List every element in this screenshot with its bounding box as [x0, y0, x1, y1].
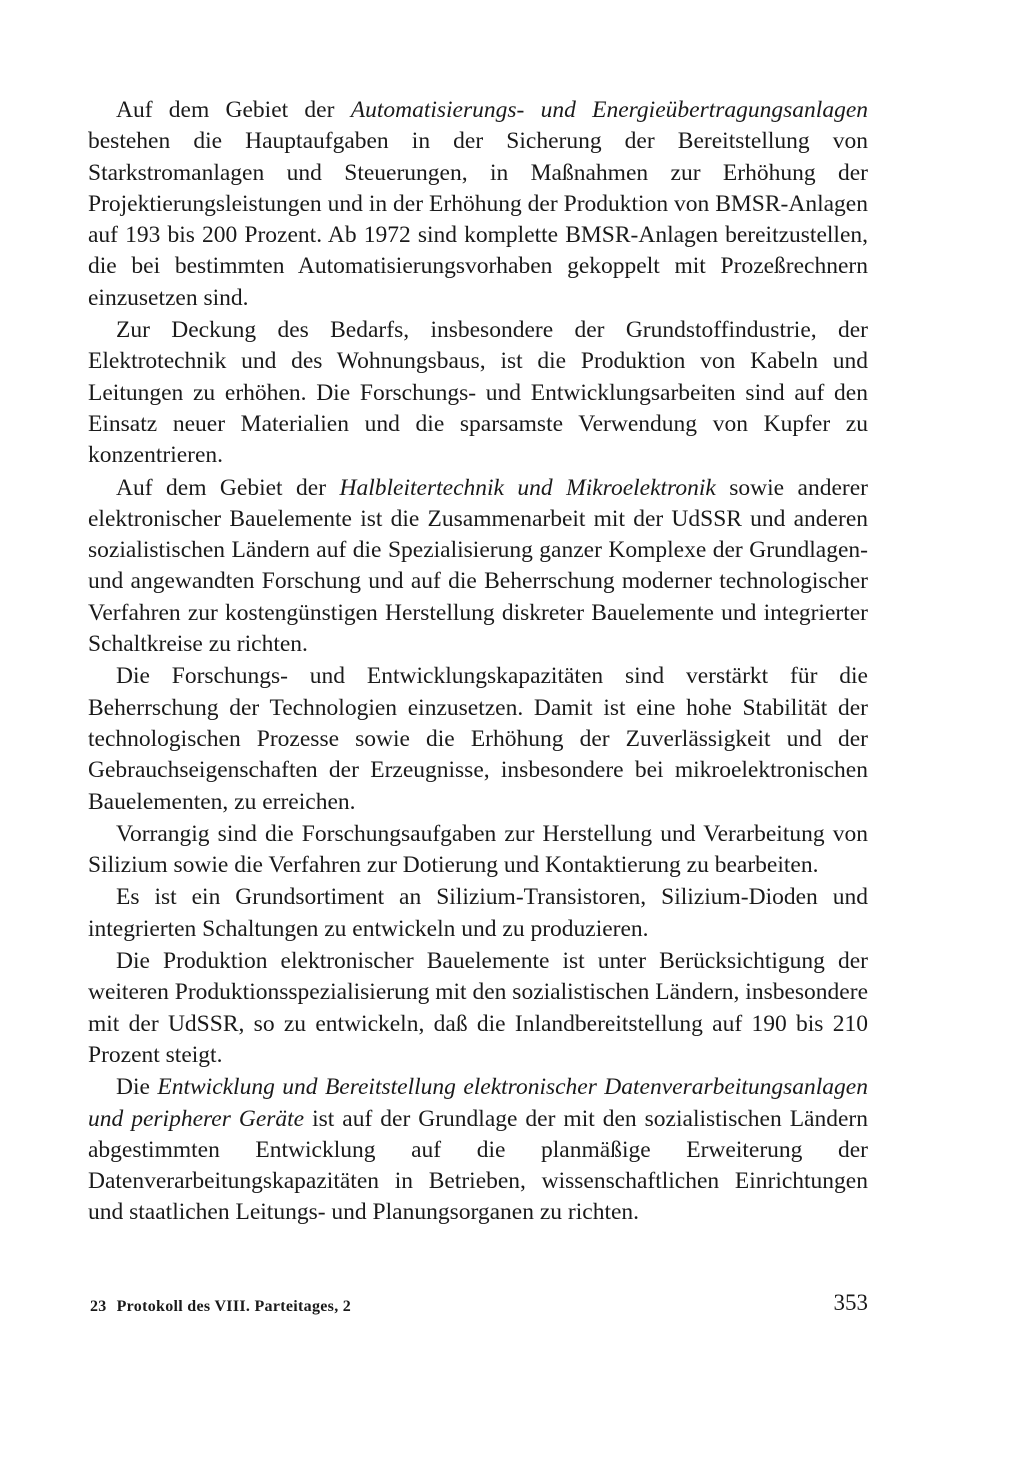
page-number: 353 — [833, 1290, 868, 1315]
text-run: Es ist ein Grundsortiment an Silizium-Transistoren, Silizium-Dioden und integrierten Schaltungen zu entwickeln und zu produzieren. — [88, 884, 868, 942]
paragraph — [88, 315, 868, 471]
footer-note — [90, 1298, 351, 1316]
page-footer — [88, 1290, 868, 1320]
emphasized-text: Automatisierungs- und Energieübertragungsanlagen — [350, 97, 869, 123]
paragraph — [88, 661, 868, 817]
body-text — [88, 95, 868, 1229]
paragraph — [88, 946, 868, 1071]
text-run: sowie anderer elektronischer Bauelemente ist die Zusammenarbeit mit der UdSSR und anderen sozialistischen Ländern auf die Spezialisierung ganzer Komplexe der Grundlagen- und angewandten Forschung und auf die Beherrschung moderner technologischer Verfahren zur kostengünstigen Herstellung diskreter Bauelemente und integrierter Schaltkreise zu richten. — [88, 474, 868, 658]
text-run: Die — [116, 1074, 158, 1101]
text-run: Vorrangig sind die Forschungsaufgaben zur Herstellung und Verarbeitung von Silizium sowie die Verfahren zur Dotierung und Kontaktierung zu bearbeiten. — [88, 820, 868, 879]
paragraph — [88, 473, 868, 661]
text-run: bestehen die Hauptaufgaben in der Sicherung der Bereitstellung von Starkstromanlagen und Steuerungen, in Maßnahmen zur Erhöhung der Projektierungsleistungen und in der Erhöhung der Produktion von BMSR-Anlagen auf 193 bis 200 Prozent. Ab 1972 sind komplette BMSR-Anlagen bereitzustellen, die bei bestimmten Automatisierungsvorhaben gekoppelt mit Prozeßrechnern einzusetzen sind. — [88, 128, 868, 311]
text-run: Die Produktion elektronischer Bauelemente ist unter Berücksichtigung der weiteren Produktionsspezialisierung mit den sozialistischen Ländern, insbesondere mit der UdSSR, so zu entwickeln, daß die Inlandbereitstellung auf 190 bis 210 Prozent steigt. — [88, 948, 868, 1068]
text-run: Auf dem Gebiet der — [116, 474, 340, 501]
text-run: Auf dem Gebiet der — [116, 97, 351, 123]
source-reference: Protokoll des VIII. Parteitages, 2 — [116, 1298, 352, 1315]
paragraph — [88, 882, 868, 945]
emphasized-text: Halbleitertechnik und Mikroelektronik — [339, 474, 716, 501]
text-run: Zur Deckung des Bedarfs, insbesondere der Grundstoffindustrie, der Elektrotechnik und des Wohnungsbaus, ist die Produktion von Kabeln und Leitungen zu erhöhen. Die Forschungs- und Entwicklungsarbeiten sind auf den Einsatz neuer Materialien und die sparsamste Verwendung von Kupfer zu konzentrieren. — [88, 317, 868, 469]
emphasized-text: Entwicklung und Bereitstellung elektronischer Datenverarbeitungsanlagen und peripherer Geräte — [88, 1074, 868, 1132]
signature-mark: 23 — [90, 1298, 107, 1315]
text-run: Die Forschungs- und Entwicklungskapazitäten sind verstärkt für die Beherrschung der Technologien einzusetzen. Damit ist eine hohe Stabilität der technologischen Prozesse sowie die Erhöhung der Zuverlässigkeit und der Gebrauchseigenschaften der Erzeugnisse, insbesondere bei mikroelektronischen Bauelementen, zu erreichen. — [88, 663, 868, 815]
text-run: ist auf der Grundlage der mit den sozialistischen Ländern abgestimmten Entwicklung auf die planmäßige Erweiterung der Datenverarbeitungskapazitäten in Betrieben, wissenschaftlichen Einrichtungen und staatlichen Leitungs- und Planungsorganen zu richten. — [88, 1105, 868, 1226]
paragraph — [88, 1072, 868, 1228]
paragraph — [88, 819, 868, 882]
paragraph — [88, 95, 868, 314]
document-page — [88, 95, 868, 1230]
